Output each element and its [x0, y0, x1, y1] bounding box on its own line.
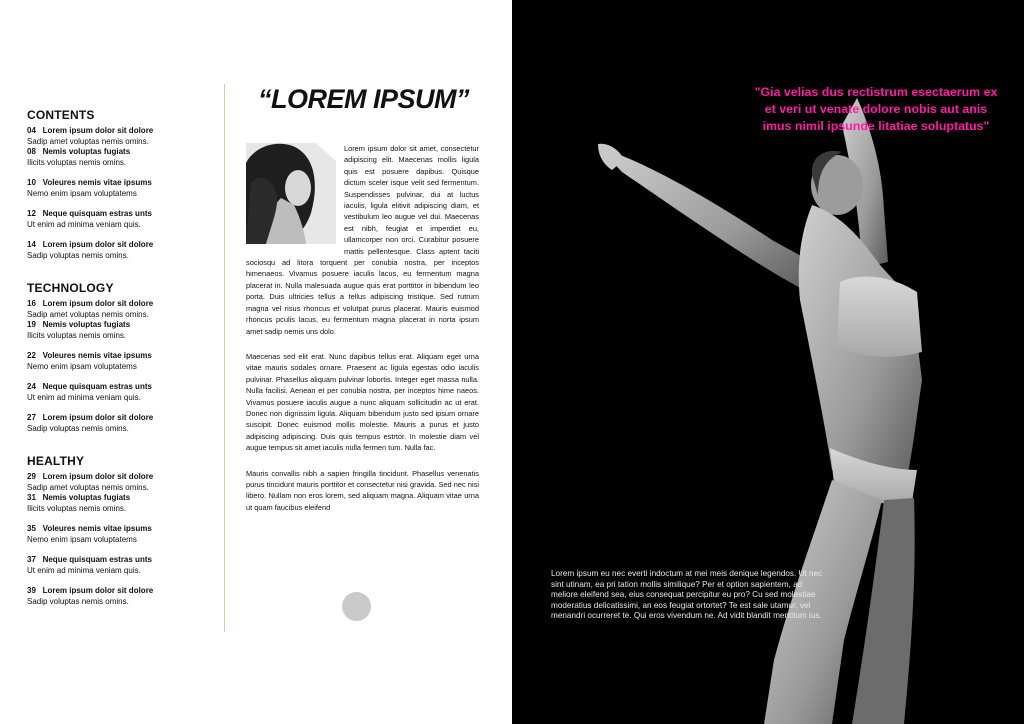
toc-entry-title — [27, 472, 217, 483]
portrait-photo — [246, 143, 336, 244]
toc-entry-label: Nemis voluptas fugiats — [42, 320, 131, 329]
toc-entry-title — [27, 586, 217, 597]
toc-entry-title — [27, 126, 217, 137]
toc-page-number: 19 — [27, 320, 36, 329]
toc-entry-label: Nemis voluptas fugiats — [42, 147, 131, 156]
toc-entry[interactable] — [27, 493, 217, 514]
toc-page-number: 24 — [27, 382, 36, 391]
toc-page-number: 22 — [27, 351, 36, 360]
toc-entry-subtitle: Sadip voluptas nemis omins. — [27, 423, 129, 433]
toc-entry[interactable] — [27, 240, 217, 261]
toc-page-number: 14 — [27, 240, 36, 249]
toc-entry[interactable] — [27, 472, 217, 493]
toc-entry-subtitle: Ut enim ad minima veniam quis. — [27, 565, 141, 575]
toc-section — [27, 281, 217, 434]
toc-entry-title — [27, 493, 217, 504]
toc-entry-subtitle: Sadip amet voluptas nemis omins. — [27, 136, 149, 146]
toc-entry-title — [27, 524, 217, 535]
toc-entry-title — [27, 178, 217, 189]
toc-entry[interactable] — [27, 209, 217, 230]
toc-entry-label: Neque quisquam estras unts — [42, 209, 152, 218]
right-page — [512, 0, 1024, 724]
toc-section-heading: HEALTHY — [27, 454, 85, 468]
toc-entry-subtitle: Nemo enim ipsam voluptatems — [27, 534, 137, 544]
toc-section-heading: TECHNOLOGY — [27, 281, 114, 295]
toc-page-number: 35 — [27, 524, 36, 533]
toc-entry-subtitle: Ilicits voluptas nemis omins. — [27, 503, 127, 513]
toc-page-number: 27 — [27, 413, 36, 422]
toc-page-number: 16 — [27, 299, 36, 308]
toc-entry[interactable] — [27, 126, 217, 147]
toc-entry-title — [27, 299, 217, 310]
toc-entry-subtitle: Ilicits voluptas nemis omins. — [27, 330, 127, 340]
toc-page-number: 04 — [27, 126, 36, 135]
toc-page-number: 29 — [27, 472, 36, 481]
toc-entry-label: Lorem ipsum dolor sit dolore — [42, 472, 154, 481]
toc-entry-title — [27, 240, 217, 251]
toc-entry-subtitle: Sadip amet voluptas nemis omins. — [27, 309, 149, 319]
article — [246, 84, 479, 527]
toc-page-number: 37 — [27, 555, 36, 564]
toc-entry-title — [27, 413, 217, 424]
toc-entry-label: Lorem ipsum dolor sit dolore — [42, 299, 154, 308]
toc-entry[interactable] — [27, 555, 217, 576]
toc-page-number: 31 — [27, 493, 36, 502]
toc-entry-label: Voleures nemis vitae ipsums — [42, 524, 152, 533]
toc-entry[interactable] — [27, 299, 217, 320]
toc-entry-title — [27, 209, 217, 220]
toc-entry-subtitle: Ut enim ad minima veniam quis. — [27, 219, 141, 229]
toc-entry[interactable] — [27, 147, 217, 168]
toc-entry-subtitle: Ilicits voluptas nemis omins. — [27, 157, 127, 167]
toc-entry[interactable] — [27, 586, 217, 607]
toc-section — [27, 108, 217, 261]
toc-entry-label: Nemis voluptas fugiats — [42, 493, 131, 502]
column-divider — [224, 84, 225, 632]
toc-page-number: 39 — [27, 586, 36, 595]
toc-page-number: 08 — [27, 147, 36, 156]
toc-entry[interactable] — [27, 178, 217, 199]
toc-page-number: 10 — [27, 178, 36, 187]
toc-entry[interactable] — [27, 351, 217, 372]
toc-entry-label: Voleures nemis vitae ipsums — [42, 178, 152, 187]
toc-entry-label: Lorem ipsum dolor sit dolore — [42, 240, 154, 249]
article-title: “LOREM IPSUM” — [258, 84, 470, 114]
toc-entry-title — [27, 147, 217, 158]
photo-caption: Lorem ipsum eu nec everti indoctum at mei meis denique legendos. Ut nec sint utinam, ea pri tation mollis similique? Per et option sapientem, ad meliore eleifend sea, eius consequat percipitur eu pro? Cu sed molestiae moderatius delicatissimi, an eos feugiat ortortet? Te est sale utamur, vel menandri ocurreret te. Qui eros vivendum ne. Ad vidit blandit mentitum ius. — [551, 569, 823, 620]
toc-entry[interactable] — [27, 524, 217, 545]
toc-entry-subtitle: Sadip voluptas nemis omins. — [27, 250, 129, 260]
toc-entry-label: Neque quisquam estras unts — [42, 382, 152, 391]
toc-entry-subtitle: Nemo enim ipsam voluptatems — [27, 361, 137, 371]
toc-entry-label: Neque quisquam estras unts — [42, 555, 152, 564]
article-paragraph-3: Mauris convallis nibh a sapien fringilla tincidunt. Phasellus venenatis purus tincidunt mauris porttitor et consectetur nisi gravida. Sed nec nisi libero. Nullam non eros lorem, sed aliquam magna. Aliquam vitae urna ut quam faucibus eleifend — [246, 468, 479, 512]
toc-entry-subtitle: Nemo enim ipsam voluptatems — [27, 188, 137, 198]
toc-entry-title — [27, 351, 217, 362]
toc-entry-label: Voleures nemis vitae ipsums — [42, 351, 152, 360]
toc-entry[interactable] — [27, 382, 217, 403]
article-paragraph-1: Lorem ipsum dolor sit amet, consectetur adipiscing elit. Maecenas mollis ligula quis est posuere dapibus. Quisque dictum sceler isque velit sed fermentum. Suspendisses pulvinar, dui at luctus iaculis, ligula elitivit adipiscing diam, et vestibulum leo augue vel dui. Maecenas est nibh, feugiat et imperdiet eu, ullamcorper non orci. Curabitur posuere mattis pellentesque. Class aptent taciti sociosqu ad litora torquent per conubia nostra, per inceptos himenaeos. Vivamus posuere iaculis lacus, eu fermentum magna placerat in. Nulla malesuada augue quis erat porttitor in bibendum leo porta. Duis ultricies tellus a tellus adipiscing tristique. Sed rutrum magna vel risus rhoncus et volutpat purus placerat. Mauris euismod rhoncus pculis lacus, eu fermentum magna placerat in norta ipsum amet sadip nemis uns dolo. — [246, 144, 479, 336]
toc-page-number: 12 — [27, 209, 36, 218]
toc-entry-label: Lorem ipsum dolor sit dolore — [42, 126, 154, 135]
toc-section-heading: CONTENTS — [27, 108, 95, 122]
toc-entry-subtitle: Ut enim ad minima veniam quis. — [27, 392, 141, 402]
pull-quote: "Gia velias dus rectistrum esectaerum ex et veri ut venate dolore nobis aut anis imus nimil ipsunde litatiae soluptatus" — [754, 85, 998, 133]
toc-entry[interactable] — [27, 320, 217, 341]
article-paragraph-2: Maecenas sed elit erat. Nunc dapibus tellus erat. Aliquam eget urna vitae mauris sodales ornare. Praesent ac ligula egestas odio iaculis pulvinar. Phasellus aliquam pulvinar lobortis. Integer eget massa nulla. Nulla facilisi. Aenean et per conubia nostra, per inceptos hime naeos. Vivamus posuere iaculis augue a nunc aliquam sollicitudin ac ut erat. Donec non dignissim ligula. Aliquam bibendum justo sed ipsum ornare suscipit. Donec euismod mollis molestie. Mauris a purus et justo adipiscing adipiscing. Duis quis tempus estrtor. In molestie diam vel augue tempus sit amet iaculis nulla fermen tum. Nulla fac. — [246, 351, 479, 453]
toc-entry-subtitle: Sadip voluptas nemis omins. — [27, 596, 129, 606]
toc-entry-subtitle: Sadip amet voluptas nemis omins. — [27, 482, 149, 492]
toc-entry-title — [27, 382, 217, 393]
toc-entry-title — [27, 555, 217, 566]
toc-entry[interactable] — [27, 413, 217, 434]
toc-entry-title — [27, 320, 217, 331]
toc-entry-label: Lorem ipsum dolor sit dolore — [42, 586, 154, 595]
page-marker — [342, 592, 371, 621]
table-of-contents — [27, 108, 217, 627]
toc-section — [27, 454, 217, 607]
toc-entry-label: Lorem ipsum dolor sit dolore — [42, 413, 154, 422]
